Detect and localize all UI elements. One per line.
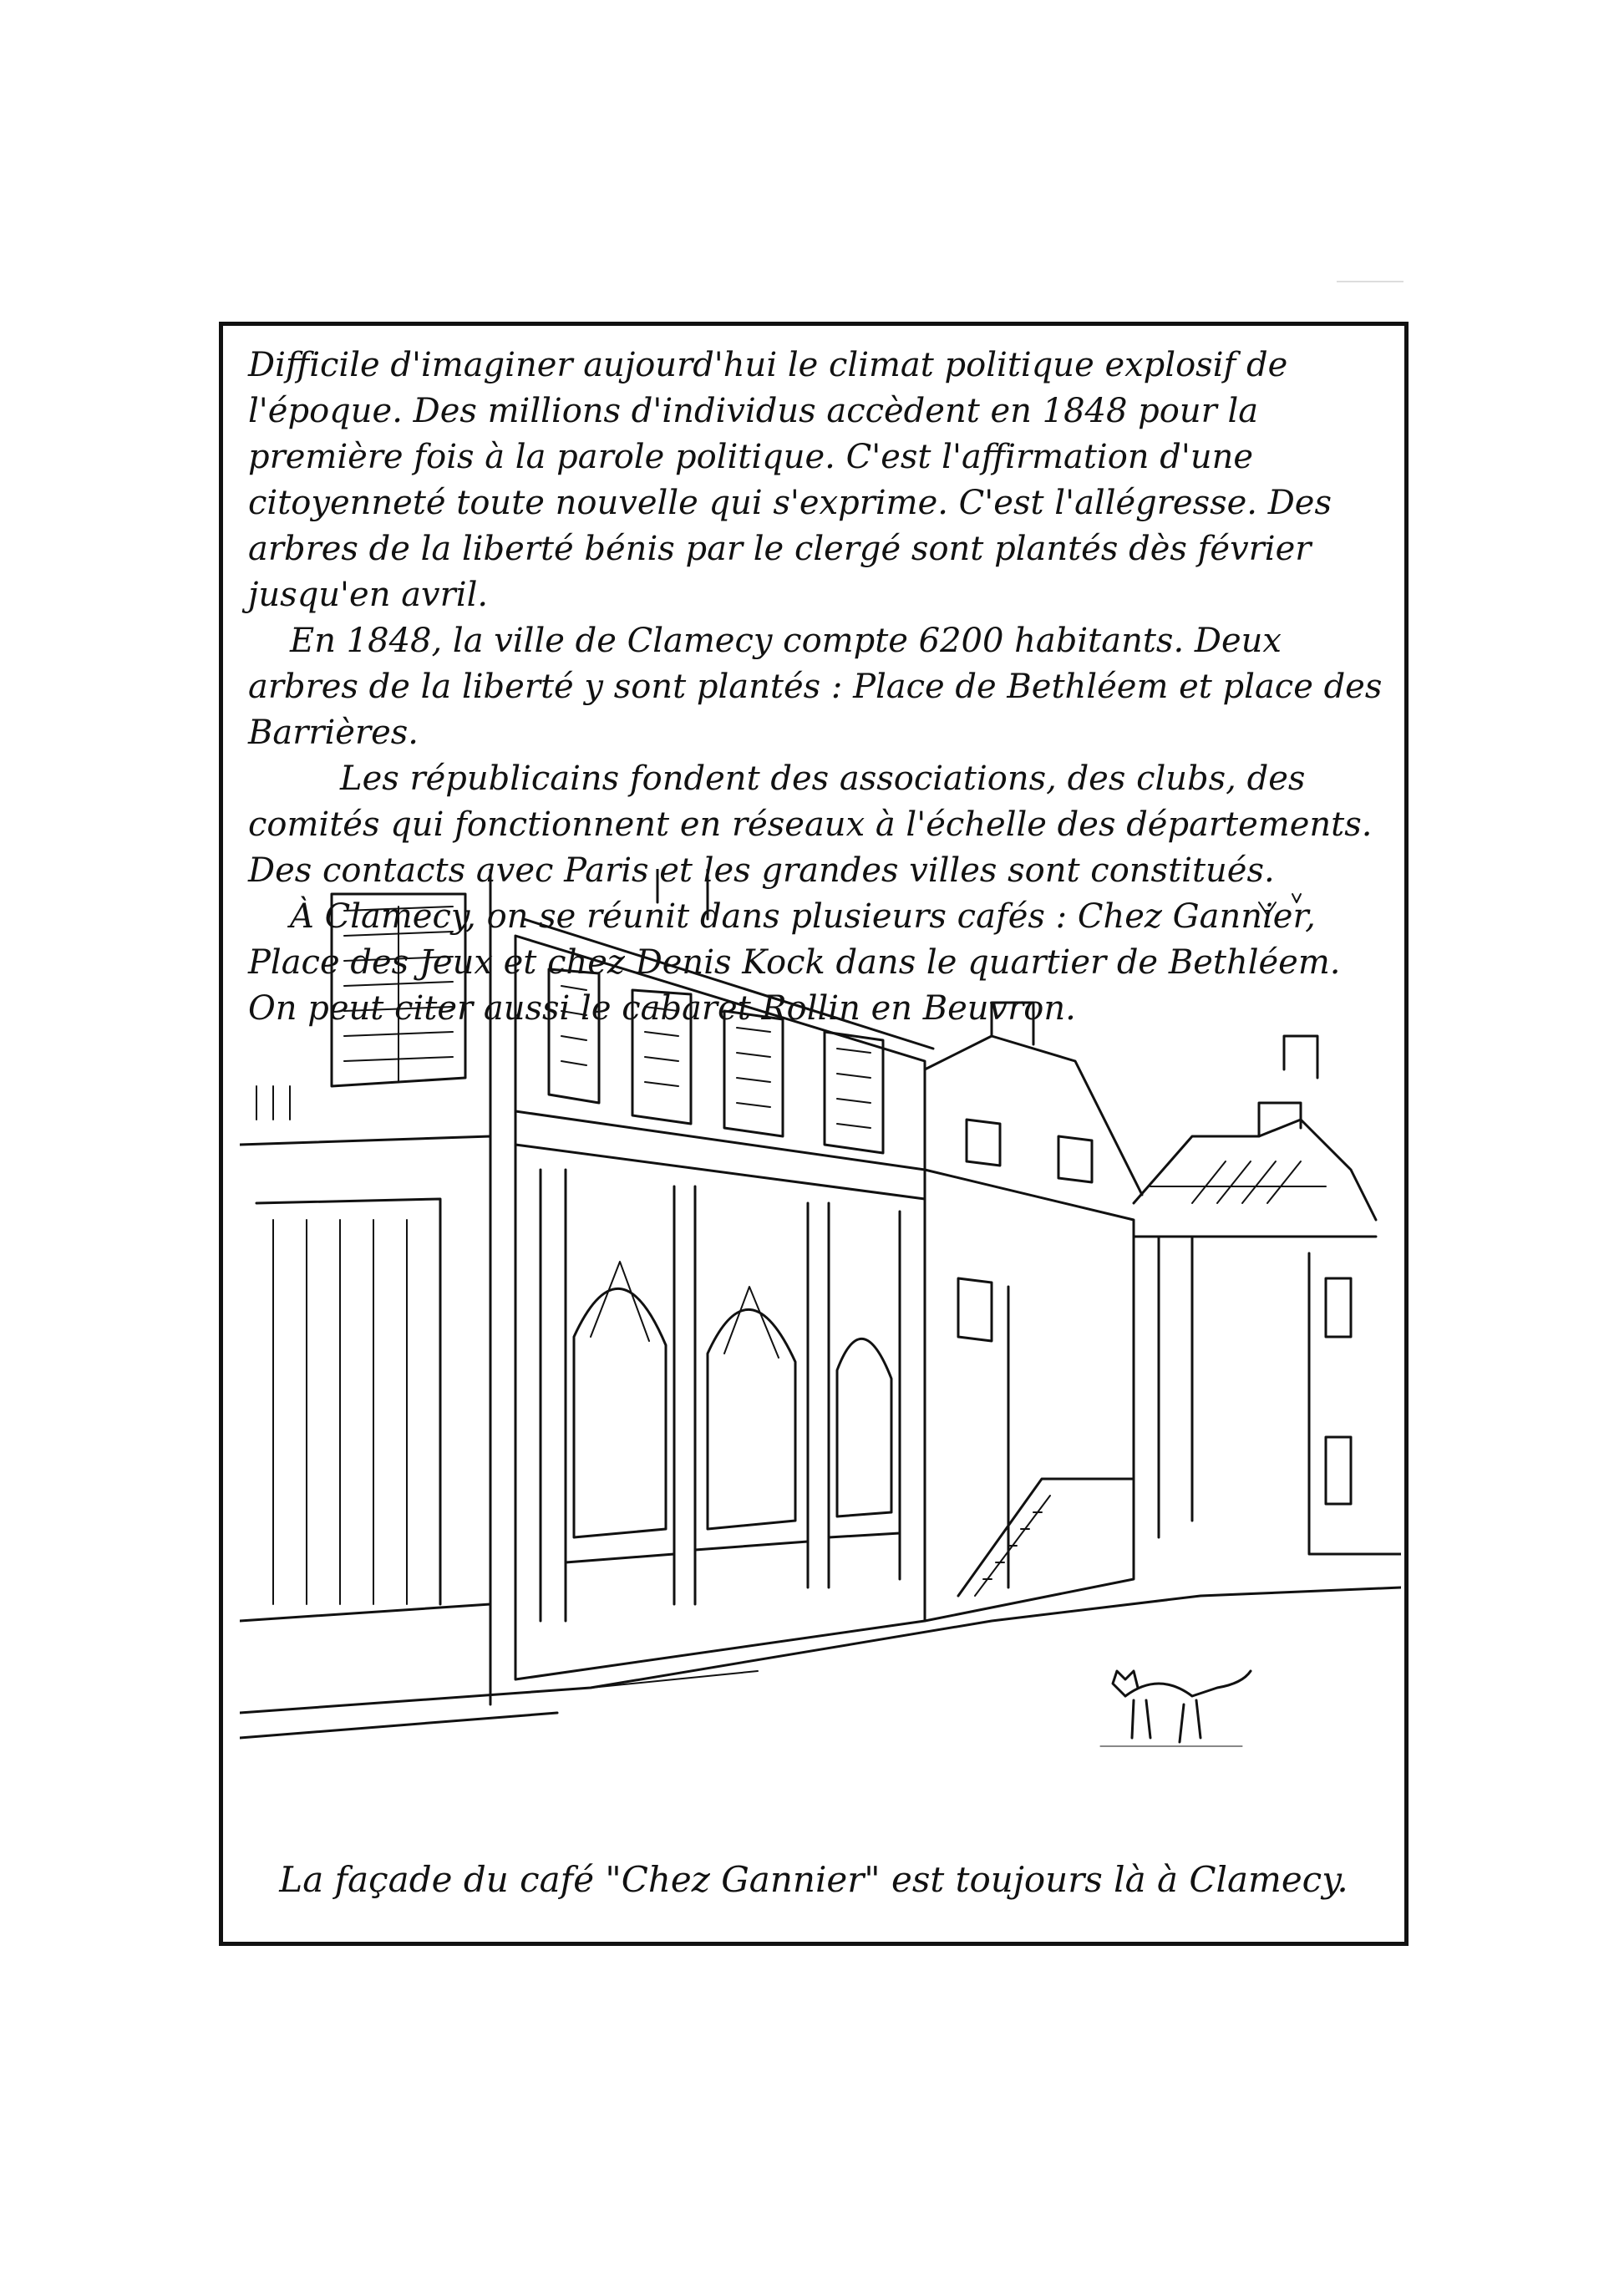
- cafe-facade-drawing: [240, 869, 1401, 1821]
- paragraph-1: Difficile d'imaginer aujourd'hui le climat politique explosif de l'époque. Des millions d'individus accèdent en 1848 pour la première fois à la parole politique. C'est l'affirmation d'une citoyenneté toute nouvelle qui s'exprime. C'est l'allégresse. Des arbres de la liberté bénis par le clergé sont plantés dès février jusqu'en avril.: [248, 346, 1332, 614]
- left-building: [240, 894, 490, 1621]
- comic-panel: [219, 322, 1409, 1946]
- cat-drawing: [1100, 1671, 1251, 1746]
- caption: La façade du café "Chez Gannier" est toujours là à Clamecy.: [279, 1859, 1348, 1900]
- paragraph-2: En 1848, la ville de Clamecy compte 6200 habitants. Deux arbres de la liberté y sont plantés : Place de Bethléem et place des Barrières.: [248, 622, 1383, 752]
- middle-house: [925, 1003, 1142, 1621]
- cafe-building: [490, 869, 933, 1704]
- right-house: [1134, 1036, 1401, 1554]
- paragraph-4: À Clamecy, on se réunit dans plusieurs cafés : Chez Gannier, Place des Jeux et chez Denis Kock dans le quartier de Bethléem. On peut citer aussi le cabaret Rollin en Beuvron.: [248, 897, 1341, 1028]
- paragraph-3: Les républicains fondent des associations, des clubs, des comités qui fonctionnent en réseaux à l'échelle des départements. Des contacts avec Paris et les grandes villes sont constitués.: [248, 759, 1373, 890]
- page-mark: [1337, 281, 1404, 282]
